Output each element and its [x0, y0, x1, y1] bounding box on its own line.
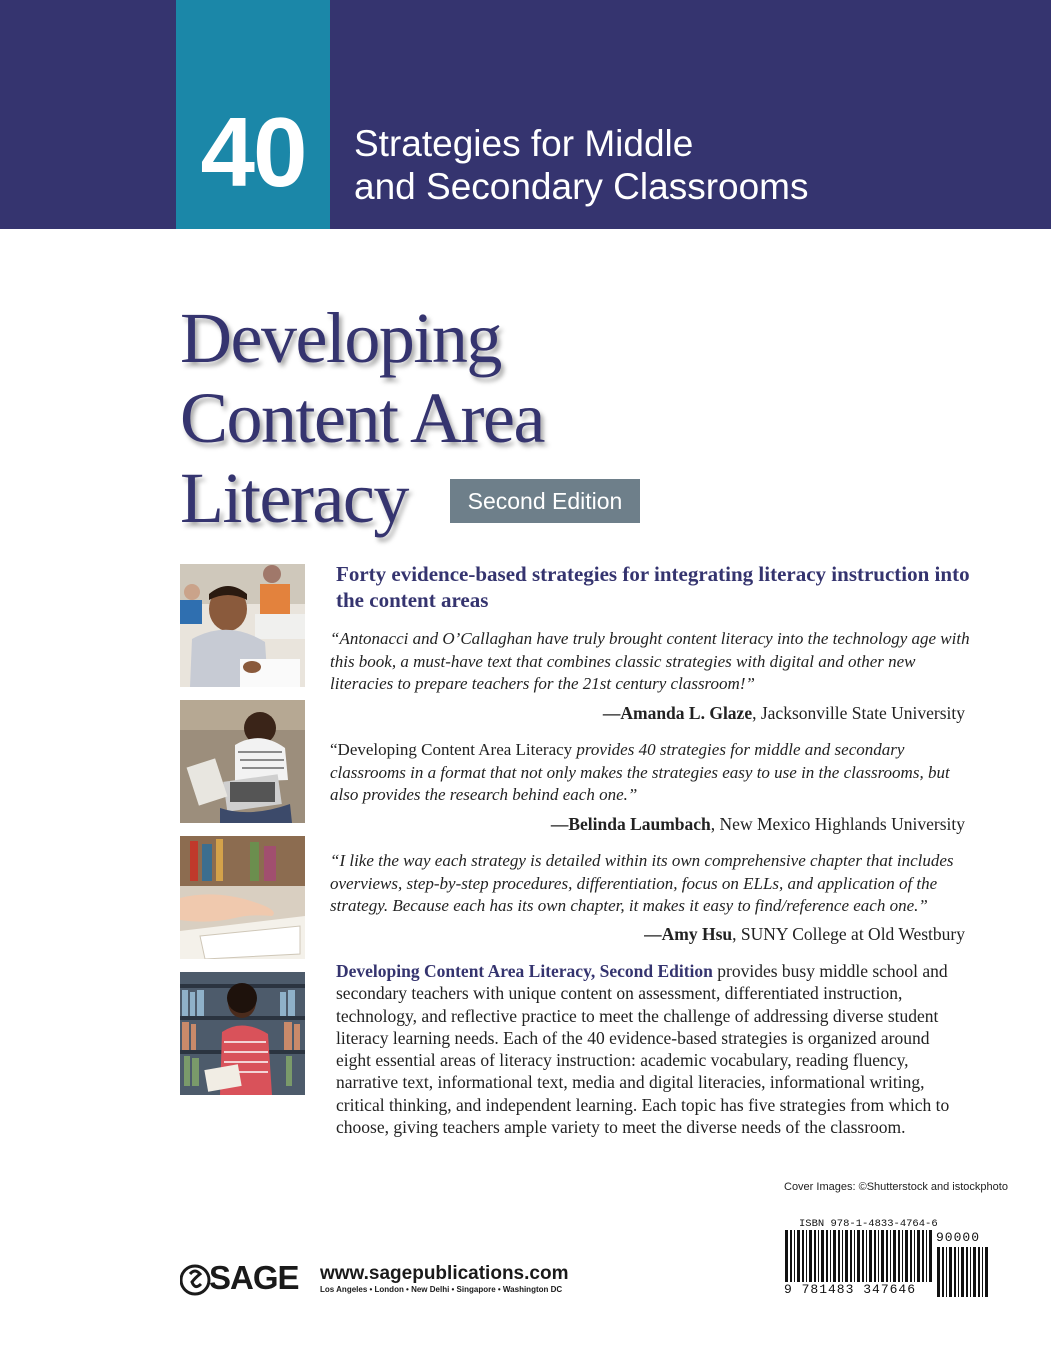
- barcode-bar: [942, 1247, 944, 1297]
- barcode-bar: [862, 1230, 864, 1282]
- book-title-line2: Content Area: [180, 378, 544, 458]
- barcode-bar: [890, 1230, 891, 1282]
- barcode-bar: [929, 1230, 932, 1282]
- barcode-bar: [922, 1230, 924, 1282]
- barcode-bar: [973, 1247, 976, 1297]
- barcode-bar: [926, 1230, 927, 1282]
- endorsement-attribution-3: [644, 923, 965, 945]
- endorsement-attribution-2: [551, 813, 965, 835]
- barcode-bar: [874, 1230, 876, 1282]
- barcode-bar: [914, 1230, 915, 1282]
- description-text: provides busy middle school and secondary teachers with unique content on assessment, differentiated instruction, technology, and reflective practice to meet the challenge of addressing diverse student literacy learning needs. Each of the 40 evidence-based strategies is organized around eight essential areas of literacy instruction: academic vocabulary, reading fluency, narrative text, informational text, media and digital literacies, informational writing, critical thinking, and independent learning. Each topic has five strategies from which to choose, giving teachers ample variety to meet the diverse needs of the classroom.: [336, 961, 950, 1138]
- endorsement-attribution-1: [603, 702, 965, 724]
- barcode-bar: [826, 1230, 828, 1282]
- barcode-bar: [985, 1247, 988, 1297]
- isbn-barcode: [784, 1230, 934, 1282]
- publisher-cities: Los Angeles • London • New Delhi • Singapore • Washington DC: [320, 1285, 563, 1294]
- student-writing-photo: [180, 564, 305, 687]
- book-title-line3: Literacy: [180, 458, 408, 538]
- barcode-bar: [958, 1247, 959, 1297]
- barcode-bar: [917, 1230, 920, 1282]
- barcode-bar: [802, 1230, 804, 1282]
- edition-badge: Second Edition: [450, 479, 640, 523]
- banner-subtitle-line1: Strategies for Middle: [354, 123, 694, 164]
- barcode-bar: [970, 1247, 971, 1297]
- barcode-bar: [833, 1230, 836, 1282]
- barcode-bar: [978, 1247, 980, 1297]
- publisher-name: SAGE: [209, 1259, 299, 1296]
- cover-image-credit: Cover Images: ©Shutterstock and istockphoto: [784, 1181, 1008, 1193]
- endorsement-affiliation-3: , SUNY College at Old Westbury: [732, 924, 965, 944]
- barcode-bar: [902, 1230, 903, 1282]
- barcode-bar: [886, 1230, 888, 1282]
- barcode-bar: [830, 1230, 831, 1282]
- endorsement-affiliation-2: , New Mexico Highlands University: [710, 814, 965, 834]
- endorsement-quote-1: “Antonacci and O’Callaghan have truly brought content literacy into the technology age with this book, a must-have text that combines classic strategies with digital and other new literacies to prepare teachers for the 21st century classroom!”: [330, 629, 970, 693]
- barcode-bar: [949, 1247, 952, 1297]
- student-reading-library-photo: [180, 972, 305, 1095]
- student-laptop-photo: [180, 700, 305, 823]
- barcode-bar: [790, 1230, 792, 1282]
- price-code: 90000: [936, 1230, 981, 1245]
- barcode-bar: [794, 1230, 795, 1282]
- barcode-bar: [910, 1230, 912, 1282]
- barcode-bar: [814, 1230, 816, 1282]
- book-description: [336, 960, 968, 1138]
- barcode-bar: [954, 1247, 956, 1297]
- price-barcode: [936, 1247, 992, 1297]
- barcode-bar: [785, 1230, 788, 1282]
- barcode-bar: [838, 1230, 840, 1282]
- barcode-bar: [809, 1230, 812, 1282]
- barcode-bar: [905, 1230, 908, 1282]
- isbn-label: ISBN 978-1-4833-4764-6: [799, 1218, 938, 1230]
- endorsement-quote-2: [330, 739, 970, 807]
- barcode-bar: [818, 1230, 819, 1282]
- quoted-book-title: “Developing Content Area Literacy: [330, 740, 573, 759]
- hand-on-book-photo: [180, 836, 305, 959]
- barcode-bar: [878, 1230, 879, 1282]
- barcode-bar: [869, 1230, 872, 1282]
- barcode-bar: [797, 1230, 800, 1282]
- barcode-bar: [850, 1230, 852, 1282]
- barcode-bar: [854, 1230, 855, 1282]
- barcode-bar: [966, 1247, 968, 1297]
- endorsement-affiliation-1: , Jacksonville State University: [752, 703, 965, 723]
- endorsement-author-2: —Belinda Laumbach: [550, 814, 711, 834]
- barcode-number: 9 781483 347646: [784, 1282, 934, 1297]
- barcode-bar: [881, 1230, 884, 1282]
- strategy-count: 40: [200, 97, 306, 207]
- endorsement-author-1: —Amanda L. Glaze: [602, 703, 753, 723]
- barcode-bar: [845, 1230, 848, 1282]
- publisher-url[interactable]: www.sagepublications.com: [320, 1263, 569, 1284]
- barcode-bar: [893, 1230, 896, 1282]
- barcode-bar: [898, 1230, 900, 1282]
- barcode-bar: [842, 1230, 843, 1282]
- banner-subtitle-line2: and Secondary Classrooms: [354, 166, 809, 207]
- barcode-bar: [821, 1230, 824, 1282]
- description-book-title: Developing Content Area Literacy, Second Edition: [336, 961, 713, 981]
- barcode-bar: [857, 1230, 860, 1282]
- barcode-bar: [806, 1230, 807, 1282]
- barcode-bar: [961, 1247, 964, 1297]
- barcode-bar: [982, 1247, 983, 1297]
- endorsement-quote-2-text: provides 40 strategies for middle and secondary classrooms in a format that not only makes the strategies easy to use in the classrooms, but also provides the research behind each one.”: [330, 740, 950, 804]
- barcode-bar: [937, 1247, 940, 1297]
- barcode-bar: [946, 1247, 947, 1297]
- book-title-line1: Developing: [180, 298, 501, 378]
- headline: Forty evidence-based strategies for integrating literacy instruction into the content areas: [336, 562, 970, 612]
- barcode-bar: [866, 1230, 867, 1282]
- endorsement-author-3: —Amy Hsu: [644, 924, 733, 944]
- endorsement-quote-3: “I like the way each strategy is detailed within its own comprehensive chapter that includes overviews, step-by-step procedures, differentiation, focus on ELLs, and application of the strategy. Because each has its own chapter, it makes it easy to find/reference each one.”: [330, 851, 954, 915]
